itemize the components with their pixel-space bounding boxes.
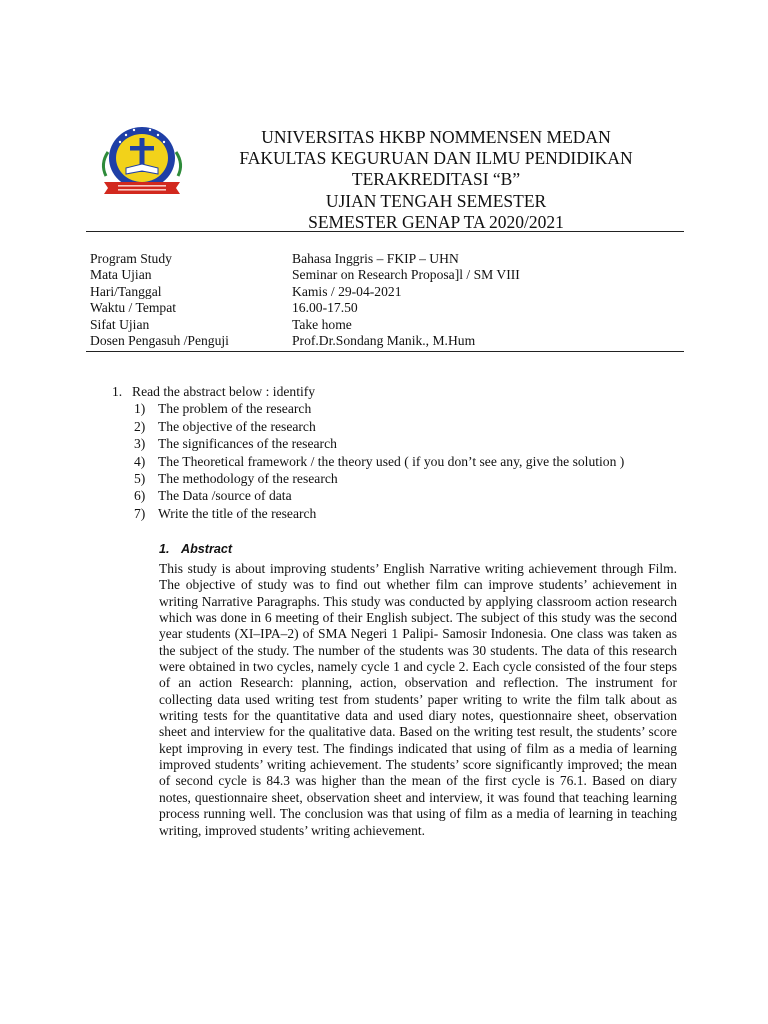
sub-item-text: The significances of the research	[158, 436, 337, 452]
sub-item-number: 5)	[134, 471, 146, 487]
info-row-type	[90, 317, 680, 333]
exam-title: UJIAN TENGAH SEMESTER	[325, 190, 547, 211]
university-name: UNIVERSITAS HKBP NOMMENSEN MEDAN	[261, 127, 611, 147]
info-value: Kamis / 29-04-2021	[292, 283, 402, 299]
info-label: Sifat Ujian	[90, 316, 150, 332]
exam-header	[210, 127, 662, 233]
info-value: Bahasa Inggris – FKIP – UHN	[292, 251, 459, 266]
exam-info	[90, 251, 680, 349]
info-value: Take home	[292, 316, 352, 332]
sub-item	[112, 505, 672, 522]
question-text: Read the abstract below : identify	[132, 384, 316, 399]
info-row-time	[90, 300, 680, 316]
sub-item-number: 4)	[134, 453, 146, 469]
sub-item-number: 3)	[134, 436, 146, 452]
sub-item	[112, 470, 672, 487]
info-row-date	[90, 284, 680, 300]
sub-item	[112, 400, 672, 417]
question-item	[112, 383, 672, 400]
info-label: Program Study	[90, 251, 172, 266]
info-row-lecturer	[90, 333, 680, 349]
info-label: Hari/Tanggal	[90, 283, 162, 299]
sub-item	[112, 418, 672, 435]
question-number: 1.	[112, 384, 123, 399]
info-row-subject	[90, 267, 680, 283]
info-value: Seminar on Research Proposa]l / SM VIII	[292, 267, 520, 283]
sub-item	[112, 453, 672, 470]
abstract-heading	[159, 542, 232, 556]
sub-item-text: The problem of the research	[158, 401, 312, 417]
sub-item	[112, 487, 672, 504]
abstract-body: This study is about improving students’ English Narrative writing achievement through Film. The objective of study was to find out whether film can improve students’ achievement in writing Narrative Paragraphs. This study was conducted by applying classroom action research which was done in 6 meeting of their English subject. The subject of this study was the second year students (XI–IPA–2) of SMA Negeri 1 Palipi- Samosir Indonesia. One class was taken as the subject of the study. The number of the students was 30 students. The data of this research were obtained in two cycles, namely cycle 1 and cycle 2. Each cycle consisted of the four steps of an action Research: planning, action, observation and reflection. The instrument for collecting data used writing test from students’ paper writing to write the film talk about as writing tests for the quantitative data and used diary notes, questionnaire sheet, observation sheet and interview for the qualitative data. Based on the writing test result, the students’ score kept improving in every test. The findings indicated that using of film as a media of learning improved students’ writing achievement. The students’ score significantly improved; the mean of second cycle is 84.3 was higher than the mean of the first cycle is 76.1. Based on diary notes, questionnaire sheet, observation sheet and interview, it was found that teaching learning process running well. The conclusion was that using of film as a media of learning in teaching writing, improved students’ writing achievement.	[159, 561, 677, 838]
sub-item-text: The methodology of the research	[158, 471, 338, 487]
sub-item-text: The Data /source of data	[158, 488, 292, 504]
question-list	[112, 383, 672, 522]
info-divider	[86, 351, 684, 352]
abstract-number: 1.	[159, 542, 170, 556]
university-logo	[96, 124, 188, 200]
accreditation: TERAKREDITASI “B”	[351, 169, 521, 190]
sub-item-text: Write the title of the research	[158, 505, 317, 521]
sub-item	[112, 435, 672, 452]
semester-title: SEMESTER GENAP TA 2020/2021	[308, 211, 564, 232]
faculty-name: FAKULTAS KEGURUAN DAN ILMU PENDIDIKAN	[239, 148, 633, 169]
sub-item-number: 6)	[134, 488, 146, 504]
abstract-title: Abstract	[181, 542, 233, 556]
sub-item-number: 7)	[134, 505, 146, 521]
info-label: Waktu / Tempat	[90, 300, 177, 316]
info-label: Mata Ujian	[90, 267, 152, 283]
info-row-program	[90, 251, 680, 267]
sub-item-text: The Theoretical framework / the theory used ( if you don’t see any, give the solution )	[158, 453, 625, 469]
sub-item-number: 2)	[134, 418, 146, 434]
sub-item-text: The objective of the research	[158, 418, 316, 434]
university-seal-icon	[96, 124, 188, 200]
info-label: Dosen Pengasuh /Penguji	[90, 333, 229, 349]
info-value: Prof.Dr.Sondang Manik., M.Hum	[292, 333, 476, 349]
info-value: 16.00-17.50	[292, 300, 358, 316]
header-divider	[86, 231, 684, 232]
sub-item-number: 1)	[134, 401, 146, 417]
